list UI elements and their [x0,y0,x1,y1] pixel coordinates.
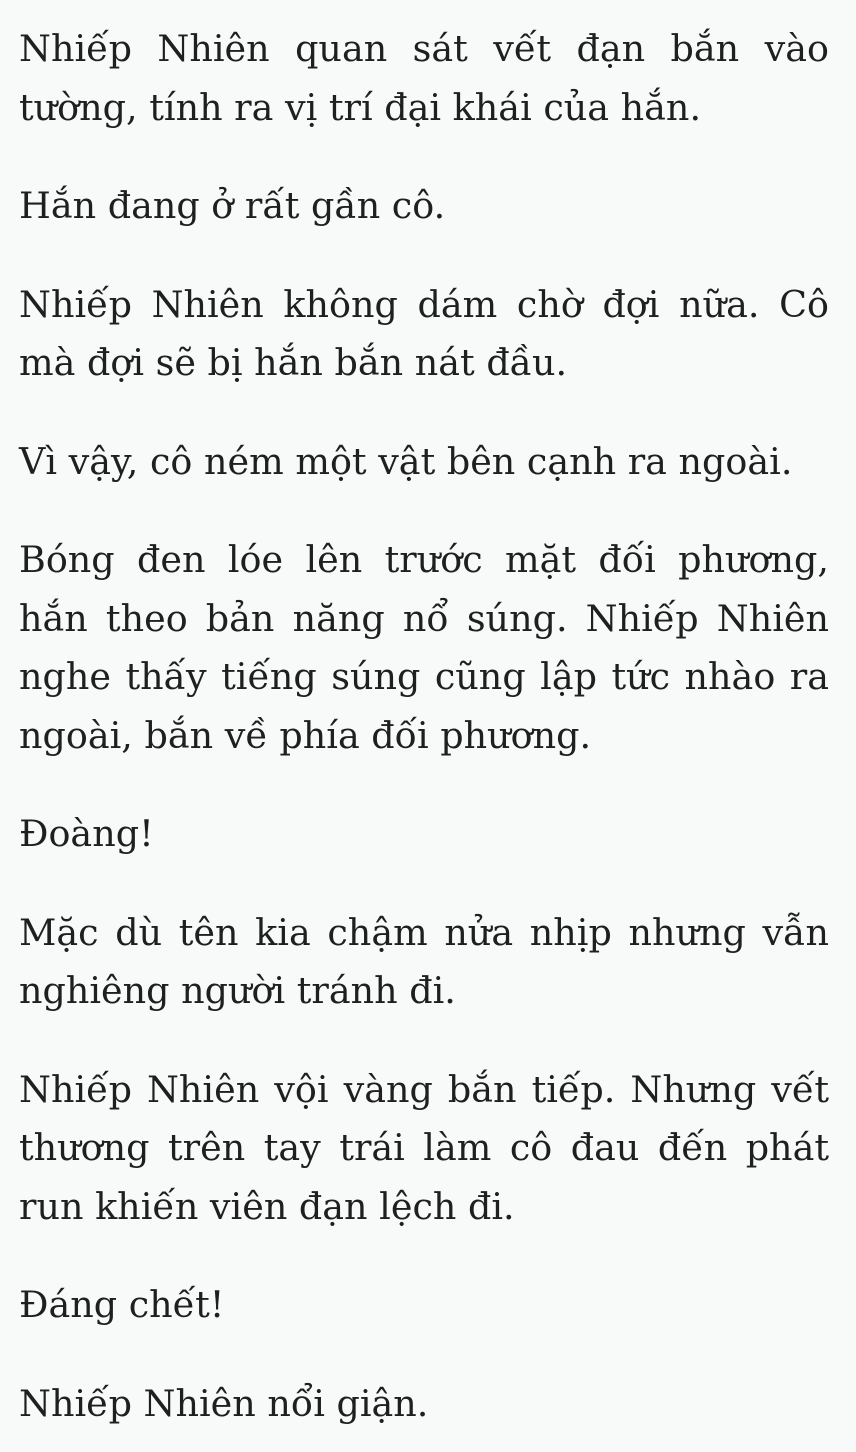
story-paragraph: Nhiếp Nhiên nổi giận. [19,1381,429,1425]
story-paragraph: Mặc dù tên kia chậm nửa nhịp nhưng vẫn nghiêng người tránh đi. [19,910,829,1012]
story-paragraph: Bóng đen lóe lên trước mặt đối phương, hắn theo bản năng nổ súng. Nhiếp Nhiên nghe thấy tiếng súng cũng lập tức nhào ra ngoài, bắn về phía đối phương. [19,538,829,757]
story-paragraph: Nhiếp Nhiên quan sát vết đạn bắn vào tường, tính ra vị trí đại khái của hắn. [19,27,829,129]
story-paragraph: Hắn đang ở rất gần cô. [19,184,446,227]
story-paragraph: Vì vậy, cô ném một vật bên cạnh ra ngoài. [19,439,793,483]
story-paragraph: Nhiếp Nhiên vội vàng bắn tiếp. Nhưng vết thương trên tay trái làm cô đau đến phát run khiến viên đạn lệch đi. [19,1067,829,1228]
story-paragraph: Đáng chết! [19,1283,225,1326]
story-paragraph: Đoàng! [19,812,154,855]
story-paragraph: Nhiếp Nhiên không dám chờ đợi nữa. Cô mà đợi sẽ bị hắn bắn nát đầu. [19,282,829,384]
